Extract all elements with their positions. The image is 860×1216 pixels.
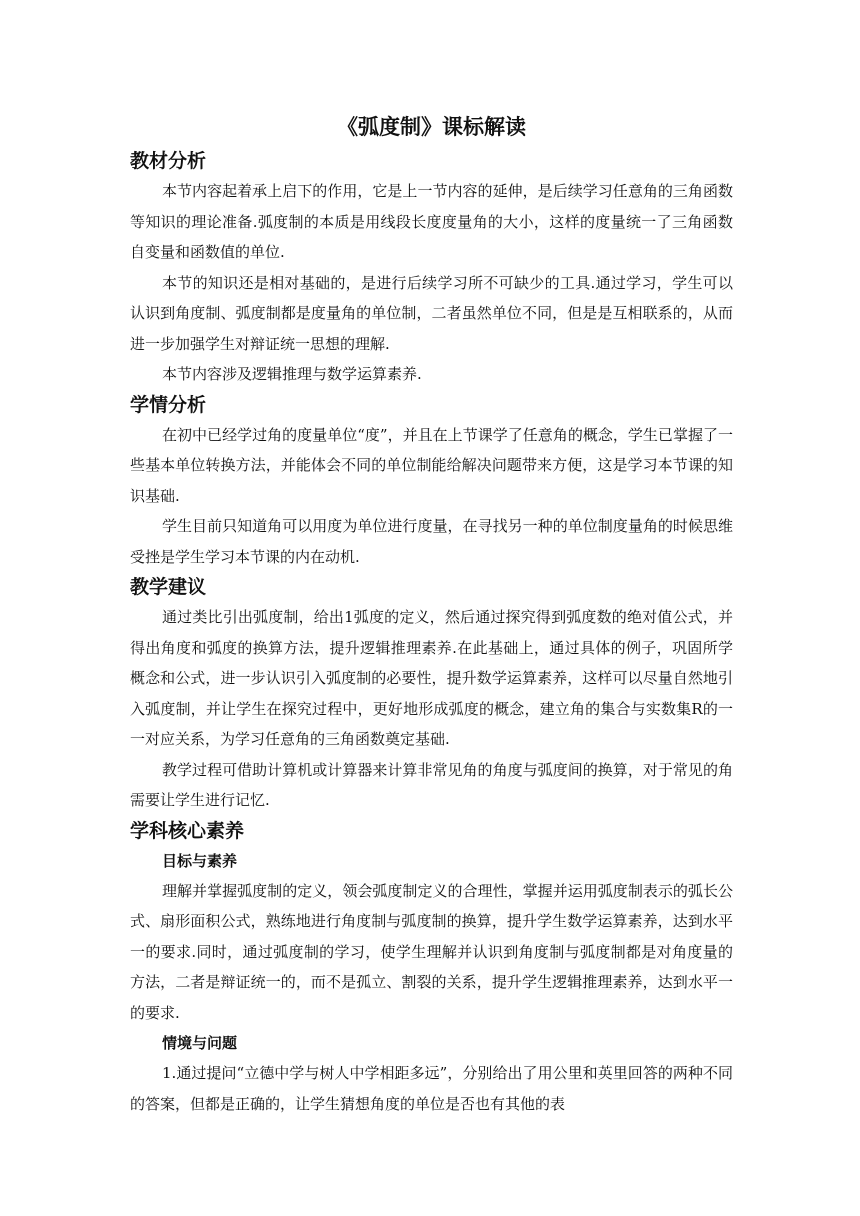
subsection-heading: 情境与问题 [162, 1034, 238, 1052]
section-heading: 学情分析 [130, 393, 207, 416]
section-heading: 教材分析 [130, 150, 207, 172]
paragraph: 本节内容涉及逻辑推理与数学运算素养. [162, 365, 422, 383]
section-core-literacy [130, 816, 733, 1120]
paragraph: 本节内容起着承上启下的作用，它是上一节内容的延伸，是后续学习任意角的三角函数等知识的理论准备.弧度制的本质是用线段长度度量角的大小，这样的度量统一了三角函数自变量和函数值的单位. [130, 182, 733, 261]
section-textbook-analysis [130, 146, 733, 390]
section-heading: 教学建议 [130, 576, 207, 598]
paragraph: 理解并掌握弧度制的定义，领会弧度制定义的合理性，掌握并运用弧度制表示的弧长公式、扇形面积公式，熟练地进行角度制与弧度制的换算，提升学生数学运算素养，达到水平一的要求.同时，通过弧度制的学习，使学生理解并认识到角度制与弧度制都是对角度量的方法，二者是辩证统一的，而不是孤立、割裂的关系，提升学生逻辑推理素养，达到水平一的要求. [130, 881, 733, 1022]
paragraph: 教学过程可借助计算机或计算器来计算非常见角的角度与弧度间的换算，对于常见的角需要让学生进行记忆. [130, 760, 733, 809]
subsection-heading: 目标与素养 [162, 851, 238, 870]
paragraph: 本节的知识还是相对基础的，是进行后续学习所不可缺少的工具.通过学习，学生可以认识到角度制、弧度制都是度量角的单位制，二者虽然单位不同，但是是互相联系的，从而进一步加强学生对辩证统一思想的理解. [130, 273, 733, 353]
section-heading: 学科核心素养 [130, 819, 245, 842]
document-page [130, 108, 733, 1119]
paragraph: 1.通过提问“立德中学与树人中学相距多远”，分别给出了用公里和英里回答的两种不同的答案，但都是正确的，让学生猜想角度的单位是否也有其他的表 [130, 1064, 733, 1113]
page-title: 《弧度制》课标解读 [337, 115, 526, 139]
paragraph: 在初中已经学过角的度量单位“度”，并且在上节课学了任意角的概念，学生已掌握了一些基本单位转换方法，并能体会不同的单位制能给解决问题带来方便，这是学习本节课的知识基础. [130, 425, 733, 505]
paragraph: 通过类比引出弧度制，给出1弧度的定义，然后通过探究得到弧度数的绝对值公式，并得出角度和弧度的换算方法，提升逻辑推理素养.在此基础上，通过具体的例子，巩固所学概念和公式，进一步认识引入弧度制的必要性，提升数学运算素养，这样可以尽量自然地引入弧度制，并让学生在探究过程中，更好地形成弧度的概念，建立角的集合与实数集R的一一对应关系，为学习任意角的三角函数奠定基础. [130, 608, 733, 748]
section-learner-analysis [130, 390, 733, 573]
section-teaching-suggestions [130, 572, 733, 816]
paragraph: 学生目前只知道角可以用度为单位进行度量，在寻找另一种的单位制度量角的时候思维受挫是学生学习本节课的内在动机. [130, 517, 733, 566]
